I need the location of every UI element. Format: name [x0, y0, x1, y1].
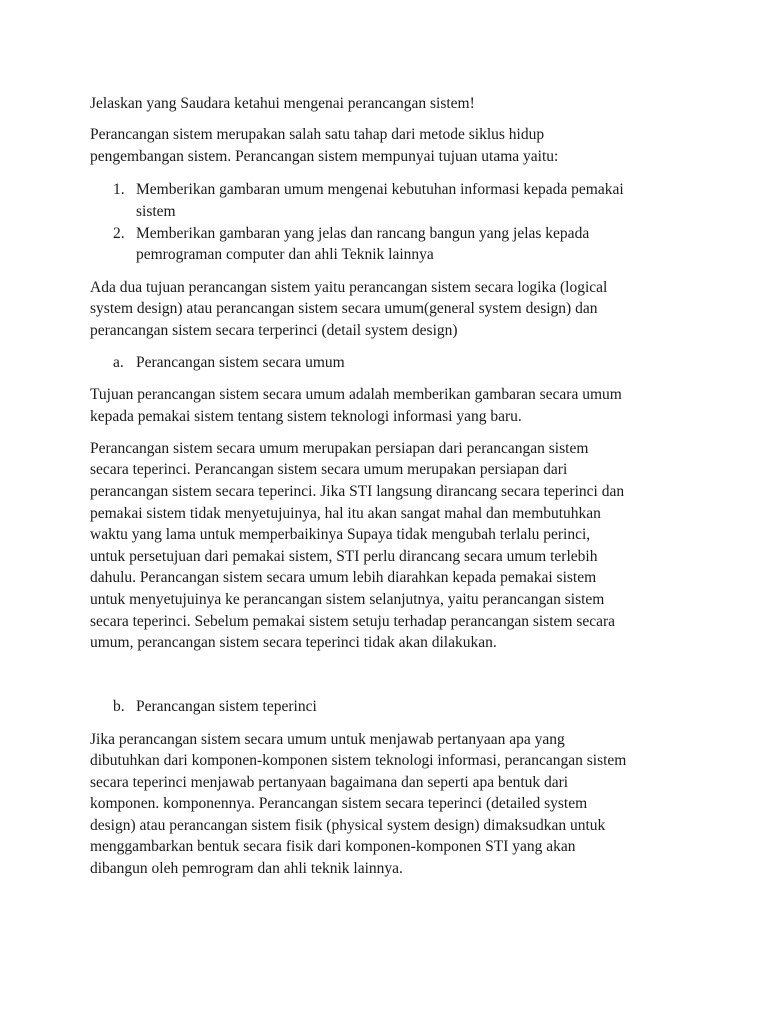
goal-line: Memberikan gambaran umum mengenai kebutuhan informasi kepada pemakai: [136, 181, 624, 198]
types-paragraph-line: system design) atau perancangan sistem secara umum(general system design) dan: [90, 300, 598, 317]
section-a-paragraph-line: waktu yang lama untuk memperbaikinya Supaya tidak mengubah terlalu perinci,: [90, 526, 591, 543]
intro-line: Perancangan sistem merupakan salah satu tahap dari metode siklus hidup: [90, 126, 545, 143]
section-b-paragraph-line: menggambarkan bentuk secara fisik dari komponen-komponen STI yang akan: [90, 838, 576, 855]
section-a-paragraph-line: untuk persetujuan dari pemakai sistem, STI perlu dirancang secara umum terlebih: [90, 548, 598, 565]
section-a-paragraph-line: secara teperinci. Perancangan sistem secara umum merupakan persiapan dari: [90, 461, 568, 478]
intro-line: pengembangan sistem. Perancangan sistem mempunyai tujuan utama yaitu:: [90, 148, 559, 165]
types-paragraph-line: perancangan sistem secara terperinci (detail system design): [90, 322, 458, 339]
section-b-paragraph-line: Jika perancangan sistem secara umum untuk menjawab pertanyaan apa yang: [90, 731, 565, 748]
question-heading: Jelaskan yang Saudara ketahui mengenai perancangan sistem!: [90, 95, 475, 112]
goal-line: Memberikan gambaran yang jelas dan rancang bangun yang jelas kepada: [136, 225, 590, 242]
section-a-paragraph-line: untuk menyetujuinya ke perancangan sistem selanjutnya, yaitu perancangan sistem: [90, 591, 605, 608]
section-b-paragraph-line: dibangun oleh pemrogram dan ahli teknik lainnya.: [90, 860, 403, 877]
section-b-paragraph-line: dibutuhkan dari komponen-komponen sistem teknologi informasi, perancangan sistem: [90, 752, 627, 769]
section-b-paragraph-line: komponen. komponennya. Perancangan sistem secara teperinci (detailed system: [90, 795, 588, 812]
types-paragraph-line: Ada dua tujuan perancangan sistem yaitu perancangan sistem secara logika (logical: [90, 279, 608, 296]
section-b-letter: b.: [113, 698, 125, 715]
section-a-paragraph-line: Tujuan perancangan sistem secara umum adalah memberikan gambaran secara umum: [90, 386, 622, 403]
section-a-letter: a.: [113, 354, 124, 371]
section-a-paragraph-line: pemakai sistem tidak menyetujuinya, hal itu akan sangat mahal dan membutuhkan: [90, 505, 601, 522]
goal-number: 2.: [113, 225, 125, 242]
section-a-paragraph-line: Perancangan sistem secara umum merupakan persiapan dari perancangan sistem: [90, 440, 589, 457]
section-a-paragraph-line: umum, perancangan sistem secara teperinci tidak akan dilakukan.: [90, 634, 497, 651]
section-b-title: Perancangan sistem teperinci: [136, 698, 317, 715]
section-a-paragraph-line: perancangan sistem secara teperinci. Jika STI langsung dirancang secara teperinci dan: [90, 483, 625, 500]
goal-line: sistem: [136, 203, 176, 220]
goal-line: pemrograman computer dan ahli Teknik lainnya: [136, 246, 434, 263]
goal-number: 1.: [113, 181, 125, 198]
section-b-paragraph-line: design) atau perancangan sistem fisik (physical system design) dimaksudkan untuk: [90, 817, 606, 834]
section-a-paragraph-line: dahulu. Perancangan sistem secara umum lebih diarahkan kepada pemakai sistem: [90, 569, 597, 586]
section-a-paragraph-line: secara teperinci. Sebelum pemakai sistem setuju terhadap perancangan sistem secara: [90, 613, 616, 630]
section-a-title: Perancangan sistem secara umum: [136, 354, 345, 371]
section-b-paragraph-line: secara teperinci menjawab pertanyaan bagaimana dan seperti apa bentuk dari: [90, 774, 569, 791]
section-a-paragraph-line: kepada pemakai sistem tentang sistem teknologi informasi yang baru.: [90, 408, 522, 425]
